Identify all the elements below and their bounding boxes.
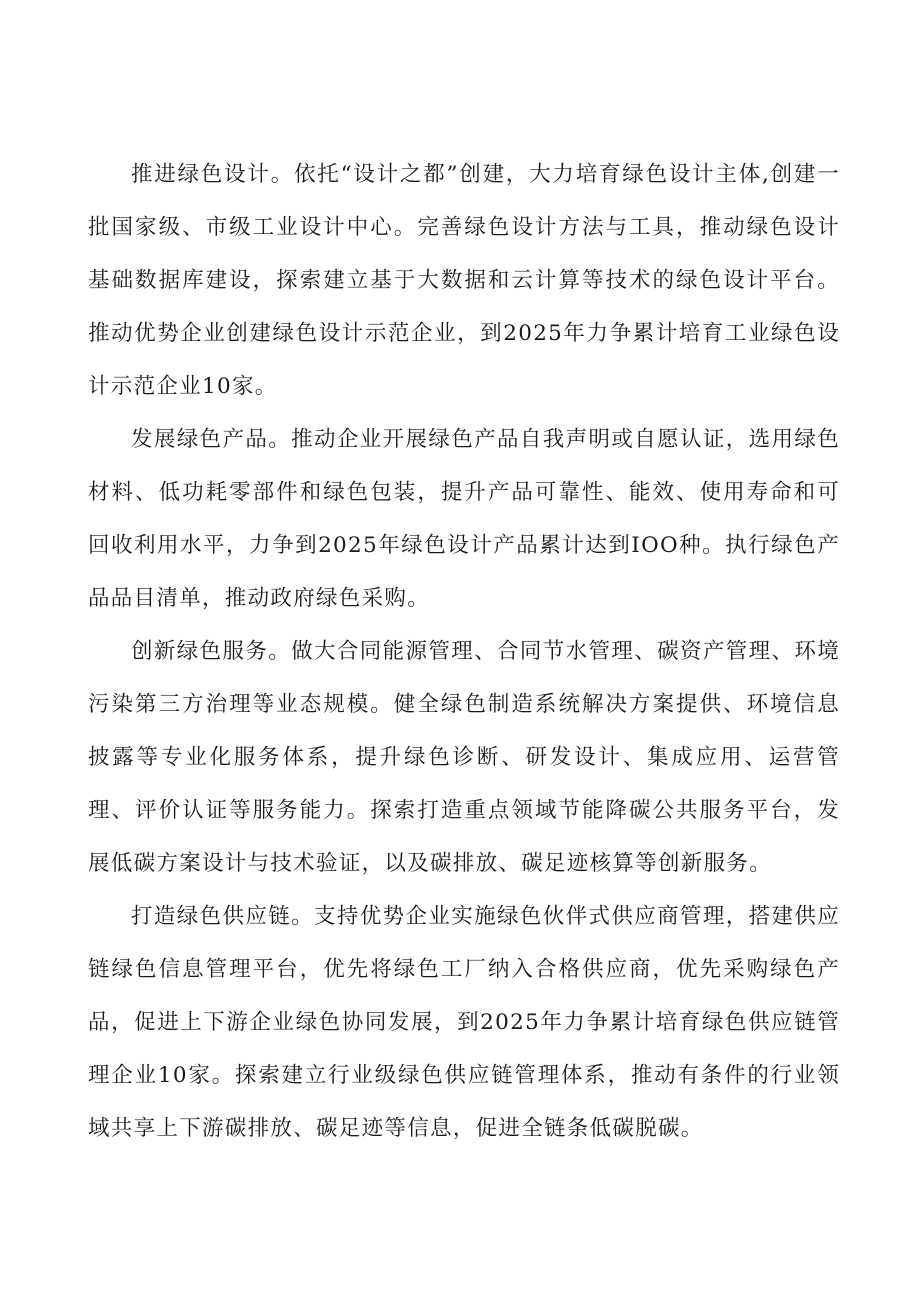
document-body (88, 148, 840, 1155)
paragraph-green-design: 推进绿色设计。依托“设计之都”创建，大力培育绿色设计主体,创建一批国家级、市级工业设计中心。完善绿色设计方法与工具，推动绿色设计基础数据库建设，探索建立基于大数据和云计算等技术的绿色设计平台。推动优势企业创建绿色设计示范企业，到2025年力争累计培育工业绿色设计示范企业10家。 (88, 162, 840, 399)
paragraph-green-supply-chain: 打造绿色供应链。支持优势企业实施绿色伙伴式供应商管理，搭建供应链绿色信息管理平台，优先将绿色工厂纳入合格供应商，优先采购绿色产品，促进上下游企业绿色协同发展，到2025年力争累计培育绿色供应链管理企业10家。探索建立行业级绿色供应链管理体系，推动有条件的行业领域共享上下游碳排放、碳足迹等信息，促进全链条低碳脱碳。 (88, 904, 840, 1141)
paragraph-green-services: 创新绿色服务。做大合同能源管理、合同节水管理、碳资产管理、环境污染第三方治理等业态规模。健全绿色制造系统解决方案提供、环境信息披露等专业化服务体系，提升绿色诊断、研发设计、集成应用、运营管理、评价认证等服务能力。探索打造重点领域节能降碳公共服务平台，发展低碳方案设计与技术验证，以及碳排放、碳足迹核算等创新服务。 (88, 639, 840, 876)
paragraph-green-products: 发展绿色产品。推动企业开展绿色产品自我声明或自愿认证，选用绿色材料、低功耗零部件和绿色包装，提升产品可靠性、能效、使用寿命和可回收利用水平，力争到2025年绿色设计产品累计达到IOO种。执行绿色产品品目清单，推动政府绿色采购。 (88, 427, 840, 611)
